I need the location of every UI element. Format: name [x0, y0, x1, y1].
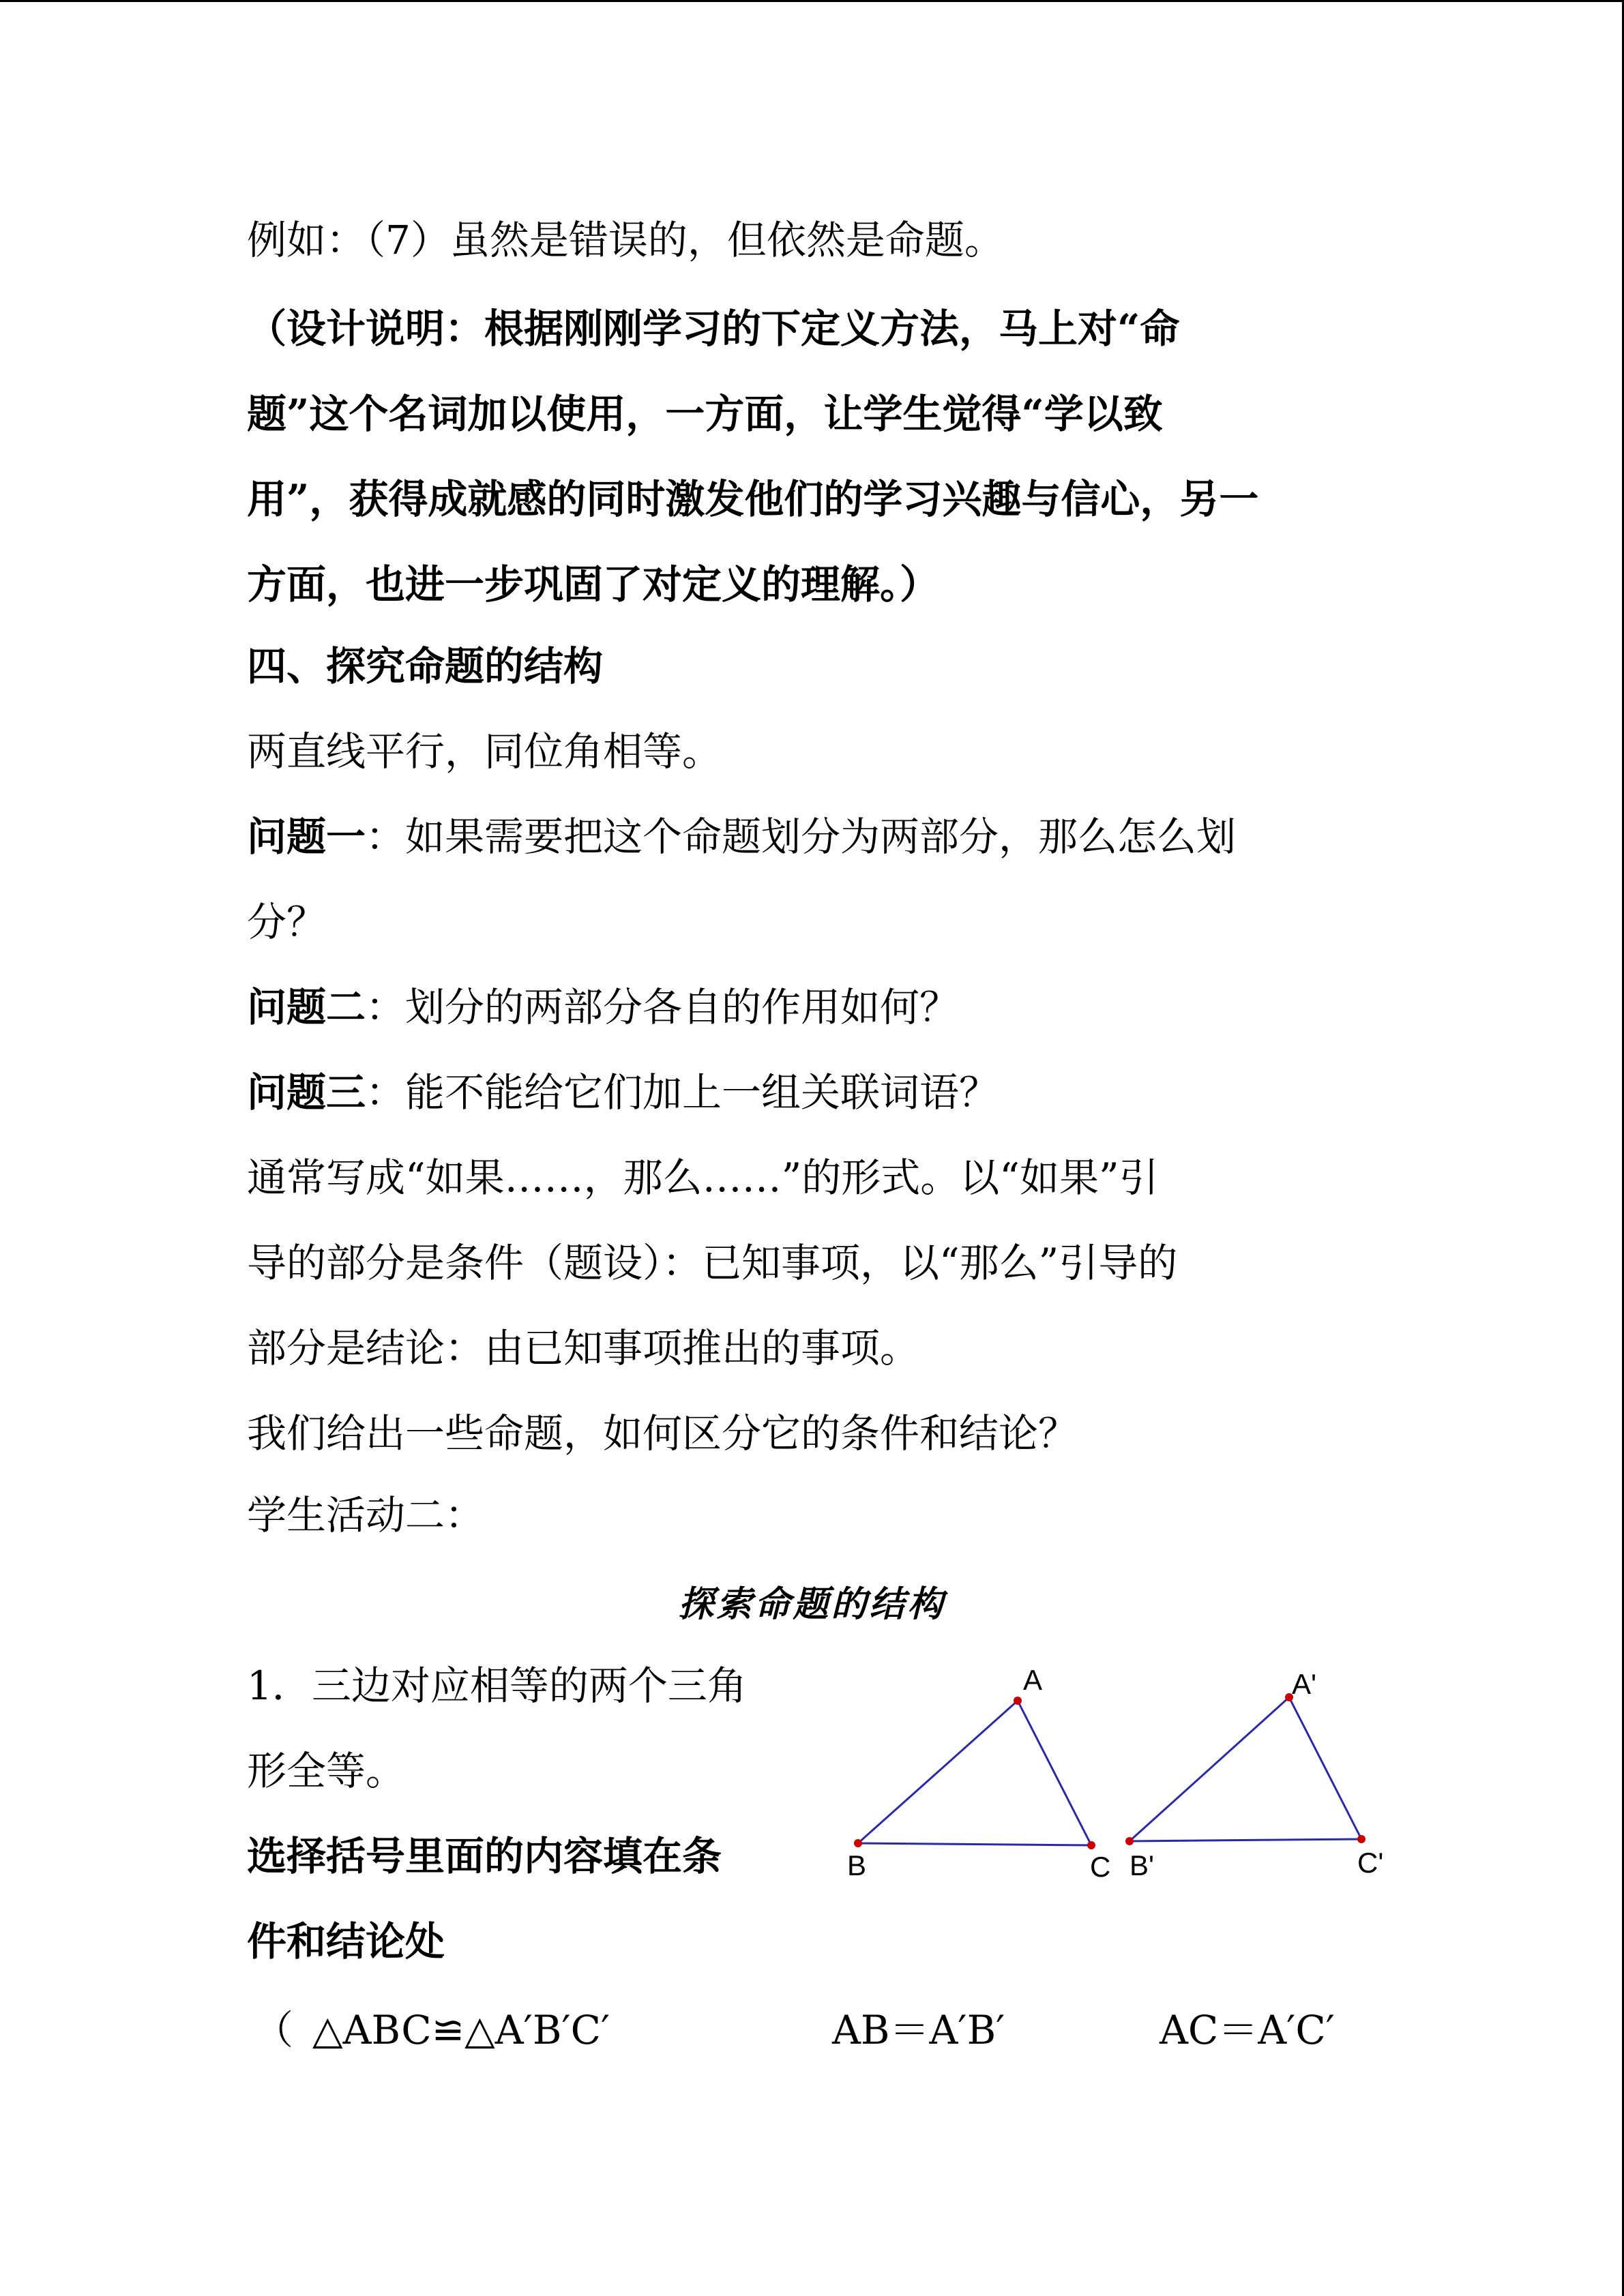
point-c2 — [1357, 1835, 1365, 1843]
label-b: B — [847, 1849, 867, 1881]
instruction-line-2: 件和结论处 — [247, 1918, 445, 1965]
activity-title: 探索命题的结构 — [678, 1583, 946, 1625]
point-b2 — [1125, 1837, 1134, 1845]
question-two-label: 问题二 — [247, 984, 366, 1030]
choice-congruence: △ABC≌△A′B′C′ — [312, 2007, 610, 2053]
triangle-a2b2c2 — [1125, 1668, 1383, 1881]
explain-line-1: 通常写成“如果……，那么……”的形式。以“如果”引 — [247, 1154, 1159, 1201]
point-b — [854, 1839, 862, 1847]
design-note-line-2: 题”这个名词加以使用，一方面，让学生觉得“学以致 — [247, 391, 1163, 437]
design-note-line-3: 用”，获得成就感的同时激发他们的学习兴趣与信心，另一 — [247, 476, 1259, 522]
question-one-continued: 分？ — [247, 899, 327, 945]
design-note-line-1: （设计说明：根据刚刚学习的下定义方法，马上对“命 — [247, 305, 1180, 352]
label-a: A — [1023, 1664, 1043, 1696]
question-one-label: 问题一 — [247, 814, 366, 860]
question-two-text: ：划分的两部分各自的作用如何？ — [366, 984, 960, 1030]
explain-line-2: 导的部分是条件（题设）：已知事项，以“那么”引导的 — [247, 1240, 1178, 1286]
label-a2: A' — [1292, 1668, 1317, 1700]
instruction-line-1: 选择括号里面的内容填在条 — [247, 1833, 722, 1879]
label-c: C — [1090, 1851, 1111, 1883]
triangle-abc — [847, 1664, 1110, 1883]
item-one-line-2: 形全等。 — [247, 1748, 406, 1794]
distinguish-question: 我们给出一些命题，如何区分它的条件和结论？ — [247, 1410, 1078, 1457]
label-c2: C' — [1357, 1847, 1384, 1879]
question-three-text: ：能不能给它们加上一组关联词语？ — [366, 1069, 999, 1116]
choice-open-paren: （ — [254, 2007, 294, 2053]
question-three-label: 问题三 — [247, 1069, 366, 1116]
activity-label: 学生活动二： — [247, 1492, 485, 1538]
example-line: 例如：（7）虽然是错误的，但依然是命题。 — [247, 217, 1004, 263]
point-a — [1014, 1697, 1022, 1705]
explain-line-3: 部分是结论：由已知事项推出的事项。 — [247, 1325, 920, 1371]
choice-ab-equals: AB＝A′B′ — [832, 2007, 1005, 2053]
question-one-text: ：如果需要把这个命题划分为两部分，那么怎么划 — [366, 814, 1237, 860]
triangle-abc-outline — [858, 1701, 1091, 1845]
section-heading: 四、探究命题的结构 — [247, 643, 604, 689]
statement-line: 两直线平行，同位角相等。 — [247, 728, 722, 775]
label-b2: B' — [1130, 1849, 1155, 1881]
choice-ac-equals: AC＝A′C′ — [1160, 2007, 1335, 2053]
triangle-a2b2c2-outline — [1130, 1697, 1361, 1841]
item-one-line-1: 1．三边对应相等的两个三角 — [247, 1663, 747, 1709]
design-note-line-4: 方面，也进一步巩固了对定义的理解。） — [247, 561, 940, 608]
point-c — [1087, 1841, 1095, 1849]
